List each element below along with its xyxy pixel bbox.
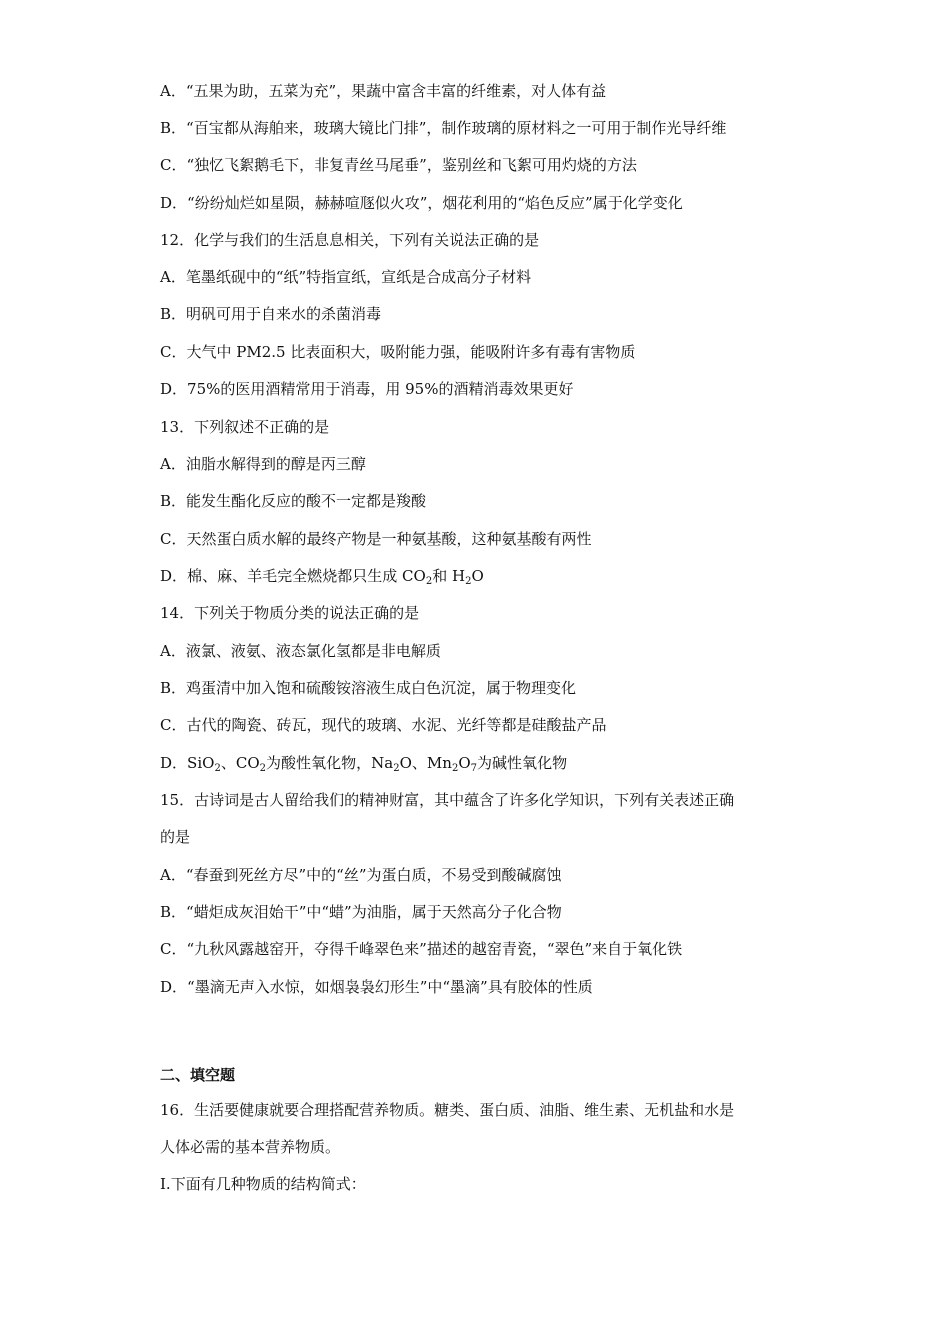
text-line: B．“百宝都从海舶来，玻璃大镜比门排”，制作玻璃的原材料之一可用于制作光导纤维 (160, 119, 727, 137)
text-line: D．SiO$_2$、$CO_2$为酸性氧化物，$Na_2O$、$Mn_2O_7$为碱性氧化物 (160, 754, 568, 774)
text-line: D．“墨滴无声入水惊，如烟袅袅幻形生”中“墨滴”具有胶体的性质 (160, 978, 593, 996)
text-line: C．大气中 PM2.5 比表面积大，吸附能力强，能吸附许多有毒有害物质 (160, 343, 636, 361)
text-line: 14．下列关于物质分类的说法正确的是 (160, 604, 420, 622)
text-line: D．75%的医用酒精常用于消毒，用 95%的酒精消毒效果更好 (160, 380, 574, 398)
text-line: C．古代的陶瓷、砖瓦，现代的玻璃、水泥、光纤等都是硅酸盐产品 (160, 716, 607, 734)
text-line: D．“纷纷灿烂如星陨，赫赫喧豗似火攻”，烟花利用的“焰色反应”属于化学变化 (160, 194, 683, 212)
text-line: 人体必需的基本营养物质。 (160, 1138, 341, 1156)
text-line: 的是 (160, 828, 191, 846)
text-line: B．能发生酯化反应的酸不一定都是羧酸 (160, 492, 427, 510)
text-line: A．“春蚕到死丝方尽”中的“丝”为蛋白质，不易受到酸碱腐蚀 (160, 866, 562, 884)
text-line: 15．古诗词是古人留给我们的精神财富，其中蕴含了许多化学知识，下列有关表述正确 (160, 791, 735, 809)
text-line: B．鸡蛋清中加入饱和硫酸铵溶液生成白色沉淀，属于物理变化 (160, 679, 577, 697)
text-line: B．明矾可用于自来水的杀菌消毒 (160, 305, 382, 323)
text-line: 16．生活要健康就要合理搭配营养物质。糖类、蛋白质、油脂、维生素、无机盐和水是 (160, 1101, 735, 1119)
text-line: A．油脂水解得到的醇是丙三醇 (160, 455, 366, 473)
text-line: C．天然蛋白质水解的最终产物是一种氨基酸，这种氨基酸有两性 (160, 530, 592, 548)
text-line: A．“五果为助，五菜为充”，果蔬中富含丰富的纤维素，对人体有益 (160, 82, 607, 100)
text-line: Ⅰ.下面有几种物质的结构简式： (160, 1175, 366, 1193)
text-line: C．“独忆飞絮鹅毛下，非复青丝马尾垂”，鉴别丝和飞絮可用灼烧的方法 (160, 156, 637, 174)
text-line: 13．下列叙述不正确的是 (160, 418, 330, 436)
text-line: A．液氯、液氨、液态氯化氢都是非电解质 (160, 642, 441, 660)
text-line: D．棉、麻、羊毛完全燃烧都只生成 $CO_2$和 $H_2O$ (160, 567, 484, 587)
section-heading: 二、填空题 (160, 1066, 236, 1084)
text-line: C．“九秋风露越窑开，夺得千峰翠色来”描述的越窑青瓷，“翠色”来自于氧化铁 (160, 940, 683, 958)
text-line: A．笔墨纸砚中的“纸”特指宣纸，宣纸是合成高分子材料 (160, 268, 532, 286)
text-line: 12．化学与我们的生活息息相关，下列有关说法正确的是 (160, 231, 540, 249)
text-line: B．“蜡炬成灰泪始干”中“蜡”为油脂，属于天然高分子化合物 (160, 903, 562, 921)
